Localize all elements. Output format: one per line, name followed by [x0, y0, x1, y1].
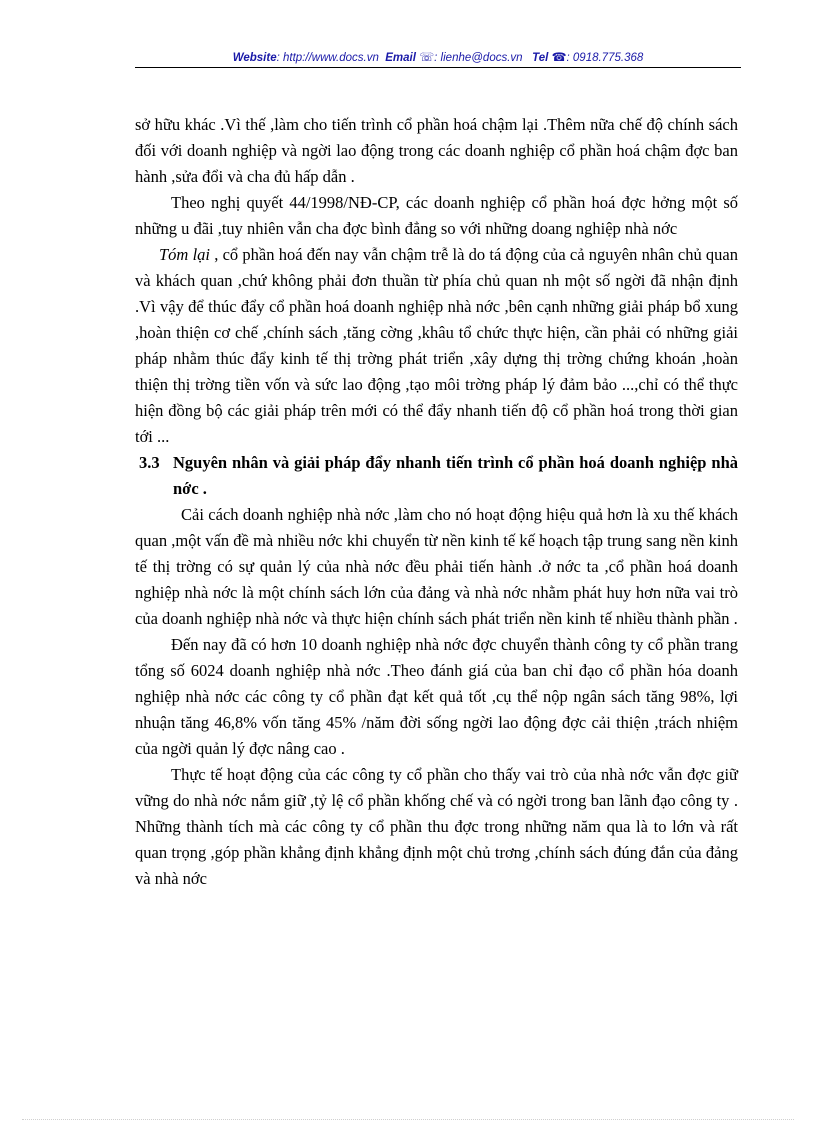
telephone-icon: ☎ — [551, 50, 567, 64]
paragraph-2: Theo nghị quyết 44/1998/NĐ-CP, các doanh nghiệp cổ phần hoá đợc hởng một số những u đãi ,tuy nhiên vẫn cha đợc bình đẳng so với những doang nghiệp nhà nớc — [135, 193, 738, 238]
email-address[interactable]: : lienhe@docs.vn — [434, 52, 523, 64]
email-label: Email — [385, 52, 416, 64]
section-heading — [135, 450, 738, 502]
section-title: Nguyên nhân và giải pháp đẩy nhanh tiến trình cổ phần hoá doanh nghiệp nhà nớc . — [173, 453, 738, 498]
document-body — [135, 112, 738, 892]
section-number: 3.3 — [139, 453, 160, 472]
footer-dotted-line — [22, 1119, 794, 1120]
website-label: Website — [232, 52, 277, 64]
tel-label: Tel — [532, 52, 549, 64]
paragraph-6: Thực tế hoạt động của các công ty cổ phần cho thấy vai trò của nhà nớc vẫn đợc giữ vững do nhà nớc nắm giữ ,tỷ lệ cổ phần khống chế và có ngời trong ban lãnh đạo công ty . Những thành tích mà các công ty cổ phần thu đợc trong những năm qua là to lớn và rất quan trọng ,góp phần khẳng định khẳng định một chủ trơng ,chính sách đúng đắn của đảng và nhà nớc — [135, 765, 738, 888]
paragraph-4: Cải cách doanh nghiệp nhà nớc ,làm cho nó hoạt động hiệu quả hơn là xu thế khách quan ,một vấn đề mà nhiều nớc khi chuyển từ nền kinh tế kế hoạch tập trung sang nền kinh tế thị trờng có sự quản lý của nhà nớc đều phải tiến hành .ở nớc ta ,cổ phần hoá doanh nghiệp nhà nớc là một chính sách lớn của đảng và nhà nớc nhằm phát huy hơn nữa vai trò của doanh nghiệp nhà nớc và thực hiện chính sách phát triển nền kinh tế nhiều thành phần . — [135, 505, 738, 628]
paragraph-3 — [135, 242, 738, 450]
phone-handset-icon: ☏ — [419, 50, 435, 64]
website-url[interactable]: : http://www.docs.vn — [276, 52, 379, 64]
paragraph-1: sở hữu khác .Vì thế ,làm cho tiến trình cổ phần hoá chậm lại .Thêm nữa chế độ chính sách đối với doanh nghiệp và ngời lao động trong các doanh nghiệp cổ phần hoá chậm đợc ban hành ,sửa đổi và cha đủ hấp dẫn . — [135, 115, 738, 186]
header-divider — [135, 67, 741, 68]
paragraph-5: Đến nay đã có hơn 10 doanh nghiệp nhà nớc đợc chuyển thành công ty cổ phần trang tổng số 6024 doanh nghiệp nhà nớc .Theo đánh giá của ban chỉ đạo cổ phần hóa doanh nghiệp nhà nớc các công ty cổ phần đạt kết quả tốt ,cụ thể nộp ngân sách tăng 98%, lợi nhuận tăng 46,8% vốn tăng 45% /năm đời sống ngời lao động đợc cải thiện ,trách nhiệm của ngời quản lý đợc nâng cao . — [135, 635, 738, 758]
page-header — [135, 46, 741, 68]
summary-lead: Tóm lại — [159, 245, 210, 264]
summary-text: , cổ phần hoá đến nay vẫn chậm trễ là do tá động của cả nguyên nhân chủ quan và khách quan ,chứ không phải đơn thuần từ phía chủ quan nh một số ngời đã nhận định .Vì vậy để thúc đẩy cổ phần hoá doanh nghiệp nhà nớc ,bên cạnh những giải pháp bổ xung ,hoàn thiện cơ chế ,chính sách ,tăng cờng ,khâu tổ chức thực hiện, cần phải có những giải pháp nhằm thúc đẩy kinh tế thị trờng phát triển ,xây dựng thị trờng chứng khoán ,hoàn thiện thị trờng tiền vốn và sức lao động ,tạo môi trờng pháp lý đảm bảo ...,chỉ có thể thực hiện đồng bộ các giải pháp trên mới có thể đẩy nhanh tiến độ cổ phần hoá trong thời gian tới ... — [135, 245, 738, 446]
tel-number: : 0918.775.368 — [566, 52, 644, 64]
